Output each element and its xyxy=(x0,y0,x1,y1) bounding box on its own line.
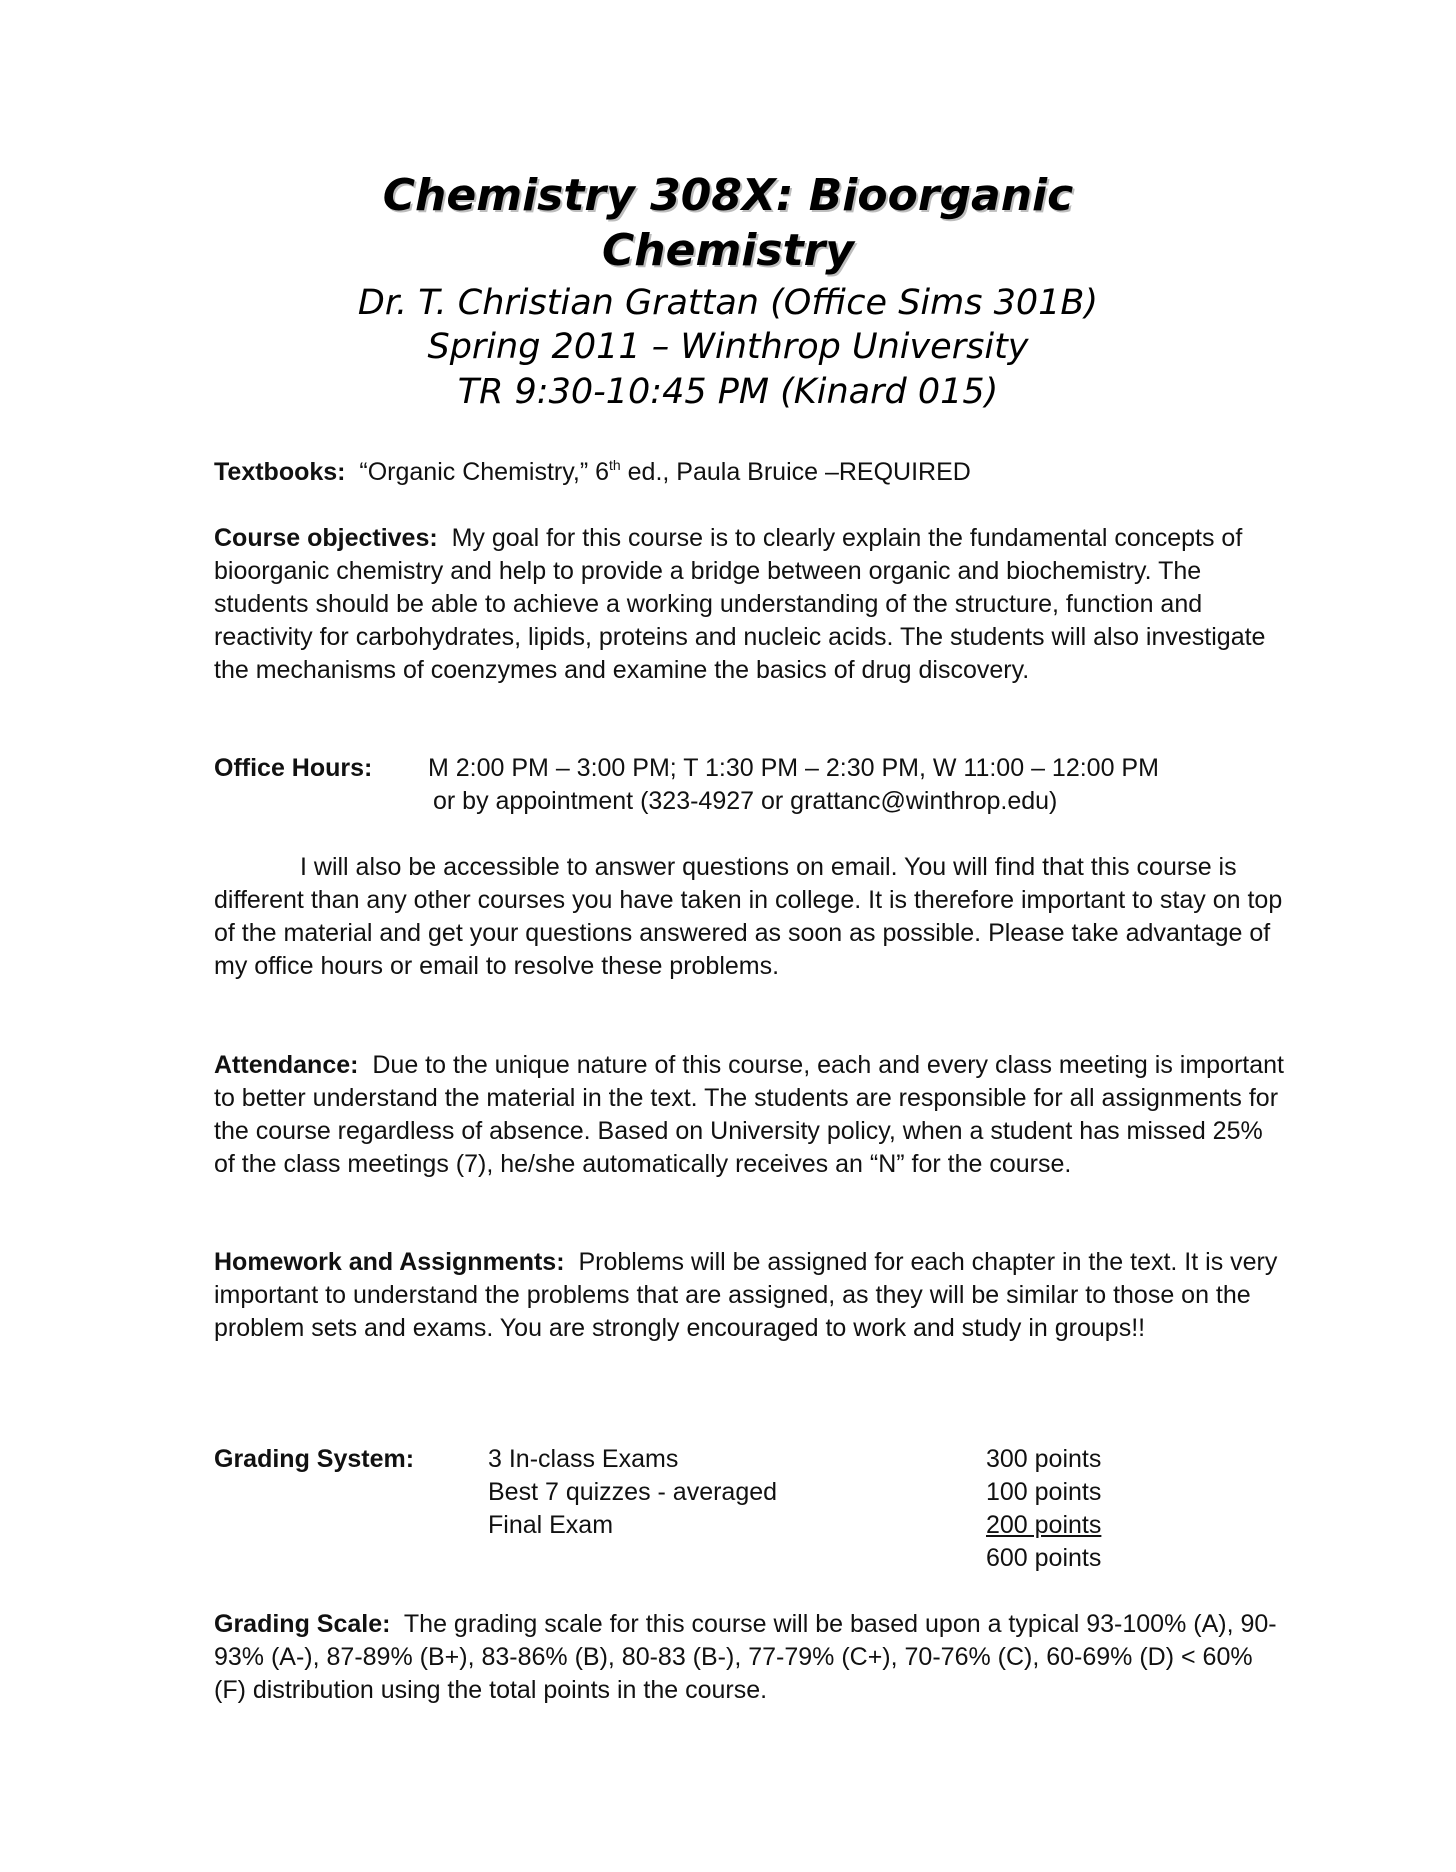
email-paragraph-text: I will also be accessible to answer questions on email. You will find that this course is different than any other courses you have taken in college. It is therefore important to stay on top of the material and get your questions answered as soon as possible. Please take advantage of my office hours or email to resolve these problems. xyxy=(214,853,1283,980)
grading-total: 600 points xyxy=(986,1544,1102,1572)
attendance-label: Attendance: xyxy=(214,1051,359,1079)
grading-scale-text: The grading scale for this course will be based upon a typical 93-100% (A), 90-93% (A-), 87-89% (B+), 83-86% (B), 80-83 (B-), 77-79% (C+), 70-76% (C), 60-69% (D) < 60%(F) distribution using the total points in the course. xyxy=(214,1610,1277,1704)
grading-points: 100 points xyxy=(986,1478,1102,1506)
office-hours-label: Office Hours: xyxy=(214,754,373,782)
grading-scale-label: Grading Scale: xyxy=(214,1610,391,1638)
homework-label: Homework and Assignments: xyxy=(214,1248,565,1276)
grading-points: 200 points xyxy=(986,1511,1102,1539)
textbooks-label: Textbooks: xyxy=(214,458,346,486)
objectives-text: My goal for this course is to clearly explain the fundamental concepts of bioorganic chemistry and help to provide a bridge between organic and biochemistry. The students should be able to achieve a working understanding of the structure, function and reactivity for carbohydrates, lipids, proteins and nucleic acids. The students will also investigate the mechanisms of coenzymes and examine the basics of drug discovery. xyxy=(214,524,1266,684)
edition-superscript: th xyxy=(609,457,621,473)
grading-points: 300 points xyxy=(986,1445,1102,1473)
homework-text: Problems will be assigned for each chapter in the text. It is very important to understand the problems that are assigned, as they will be similar to those on the problem sets and exams. You are strongly encouraged to work and study in groups!! xyxy=(214,1248,1278,1342)
attendance-text: Due to the unique nature of this course, each and every class meeting is important to better understand the material in the text. The students are responsible for all assignments for the course regardless of absence. Based on University policy, when a student has missed 25% of the class meetings (7), he/she automatically receives an “N” for the course. xyxy=(214,1051,1284,1178)
email-paragraph xyxy=(214,851,1284,983)
attendance-section xyxy=(214,1049,1284,1181)
grading-item: 3 In-class Exams xyxy=(488,1445,679,1473)
instructor-line: Dr. T. Christian Grattan (Office Sims 301B) xyxy=(357,283,1099,323)
course-title-line2: Chemistry xyxy=(602,225,854,276)
grading-scale-section xyxy=(214,1608,1284,1707)
textbooks-text: “Organic Chemistry,” 6th ed., Paula Bruice –REQUIRED xyxy=(359,457,971,486)
schedule-line: TR 9:30-10:45 PM (Kinard 015) xyxy=(457,372,999,412)
grading-item: Best 7 quizzes - averaged xyxy=(488,1478,778,1506)
objectives-label: Course objectives: xyxy=(214,524,438,552)
office-hours-line2: or by appointment (323-4927 or grattanc@winthrop.edu) xyxy=(433,787,1058,815)
homework-section xyxy=(214,1246,1284,1345)
office-hours-times: M 2:00 PM – 3:00 PM; T 1:30 PM – 2:30 PM, W 11:00 – 12:00 PM xyxy=(428,754,1159,782)
grading-item: Final Exam xyxy=(488,1511,614,1539)
term-line: Spring 2011 – Winthrop University xyxy=(427,327,1029,367)
course-title xyxy=(0,168,1456,278)
objectives-section xyxy=(214,522,1284,687)
grading-system-label: Grading System: xyxy=(214,1445,415,1473)
textbooks-section xyxy=(214,456,971,489)
office-hours-line1 xyxy=(214,752,1159,785)
course-title-line1: Chemistry 308X: Bioorganic xyxy=(382,170,1074,221)
